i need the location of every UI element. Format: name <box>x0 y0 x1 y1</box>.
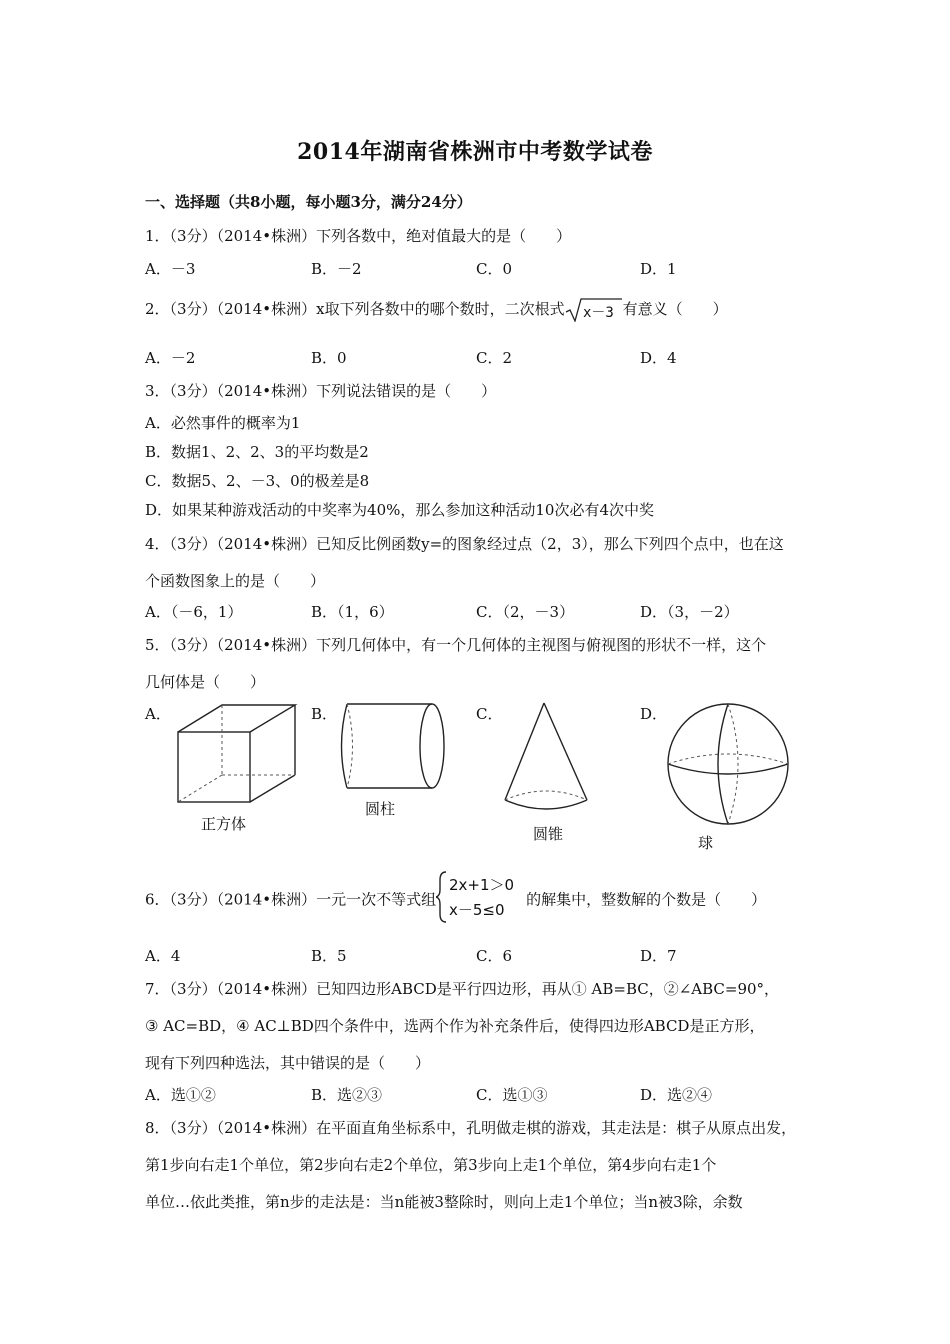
q2-option-b: B．0 <box>311 349 347 367</box>
left-brace-icon <box>436 872 446 922</box>
q5-label-c: C． <box>476 705 503 723</box>
question-8-stem-line1: 8．（3分）（2014•株洲）在平面直角坐标系中，孔明做走棋的游戏，其走法是：棋子从原点出发， <box>145 1119 797 1137</box>
sphere-caption: 球 <box>698 834 714 852</box>
square-root-expression <box>565 298 623 322</box>
q6-stem-after: 的解集中，整数解的个数是（ ） <box>526 890 767 909</box>
radical-sign-icon <box>565 298 623 322</box>
question-4-stem-line2: 个函数图象上的是（ ） <box>145 572 326 590</box>
q4-option-d: D．（3，－2） <box>640 603 739 621</box>
question-4-stem-line1: 4．（3分）（2014•株洲）已知反比例函数y=的图象经过点（2，3），那么下列四个点中，也在这 <box>145 535 784 553</box>
question-2-stem <box>145 298 728 322</box>
inequality-system <box>436 870 526 928</box>
q3-option-d: D．如果某种游戏活动的中奖率为40%，那么参加这种活动10次必有4次中奖 <box>145 501 654 519</box>
cone-figure <box>500 700 595 818</box>
cube-caption: 正方体 <box>201 815 247 833</box>
question-1-stem: 1．（3分）（2014•株洲）下列各数中，绝对值最大的是（ ） <box>145 227 572 245</box>
q5-label-b: B． <box>311 705 338 723</box>
question-6-stem <box>145 870 766 928</box>
cylinder-caption: 圆柱 <box>365 800 396 818</box>
q7-option-c: C．选①③ <box>476 1086 548 1104</box>
sphere-figure <box>664 700 794 830</box>
q1-option-d: D．1 <box>640 260 677 278</box>
q2-option-c: C．2 <box>476 349 513 367</box>
q3-option-b: B．数据1、2、2、3的平均数是2 <box>145 443 369 461</box>
inequality-1-text: 2x+1＞0 <box>449 876 515 894</box>
q2-option-d: D．4 <box>640 349 677 367</box>
cube-figure <box>170 700 305 810</box>
question-8-stem-line2: 第1步向右走1个单位，第2步向右走2个单位，第3步向上走1个单位，第4步向右走1个 <box>145 1156 717 1174</box>
q2-option-a: A．－2 <box>145 349 196 367</box>
q1-option-a: A．－3 <box>145 260 196 278</box>
q6-option-d: D．7 <box>640 947 677 965</box>
question-7-stem-line2: ③ AC=BD，④ AC⊥BD四个条件中，选两个作为补充条件后，使得四边形ABCD是正方形， <box>145 1017 765 1035</box>
q4-option-c: C．（2，－3） <box>476 603 575 621</box>
q7-option-b: B．选②③ <box>311 1086 383 1104</box>
q5-label-a: A． <box>145 705 171 723</box>
q1-option-b: B．－2 <box>311 260 362 278</box>
q6-option-a: A．4 <box>145 947 181 965</box>
q2-stem-before: 2．（3分）（2014•株洲）x取下列各数中的哪个数时，二次根式 <box>145 300 565 318</box>
q1-option-c: C．0 <box>476 260 513 278</box>
q2-stem-after: 有意义（ ） <box>622 300 728 318</box>
question-7-stem-line3: 现有下列四种选法，其中错误的是（ ） <box>145 1054 431 1072</box>
cylinder-figure <box>335 700 450 792</box>
q6-option-b: B．5 <box>311 947 347 965</box>
question-7-stem-line1: 7．（3分）（2014•株洲）已知四边形ABCD是平行四边形，再从① AB=BC，②∠ABC=90°， <box>145 980 780 998</box>
question-3-stem: 3．（3分）（2014•株洲）下列说法错误的是（ ） <box>145 382 497 400</box>
section-heading: 一、选择题（共8小题，每小题3分，满分24分） <box>145 193 472 211</box>
question-5-stem-line2: 几何体是（ ） <box>145 673 266 691</box>
inequality-2-text: x－5≤0 <box>449 901 505 919</box>
q6-option-c: C．6 <box>476 947 513 965</box>
q7-option-a: A．选①② <box>145 1086 216 1104</box>
question-8-stem-line3: 单位…依此类推，第n步的走法是：当n能被3整除时，则向上走1个单位；当n被3除，余数 <box>145 1193 743 1211</box>
page-title: 2014年湖南省株洲市中考数学试卷 <box>297 139 653 165</box>
q7-option-d: D．选②④ <box>640 1086 713 1104</box>
q3-option-a: A．必然事件的概率为1 <box>145 414 301 432</box>
question-5-stem-line1: 5．（3分）（2014•株洲）下列几何体中，有一个几何体的主视图与俯视图的形状不一样，这个 <box>145 636 767 654</box>
cone-caption: 圆锥 <box>533 825 564 843</box>
q5-label-d: D． <box>640 705 668 723</box>
q3-option-c: C．数据5、2、－3、0的极差是8 <box>145 472 370 490</box>
q4-option-a: A．（－6，1） <box>145 603 243 621</box>
q6-stem-before: 6．（3分）（2014•株洲）一元一次不等式组 <box>145 890 437 909</box>
inequality-system-graphic <box>436 870 526 924</box>
q4-option-b: B．（1，6） <box>311 603 394 621</box>
radicand-text: x－3 <box>582 305 614 321</box>
